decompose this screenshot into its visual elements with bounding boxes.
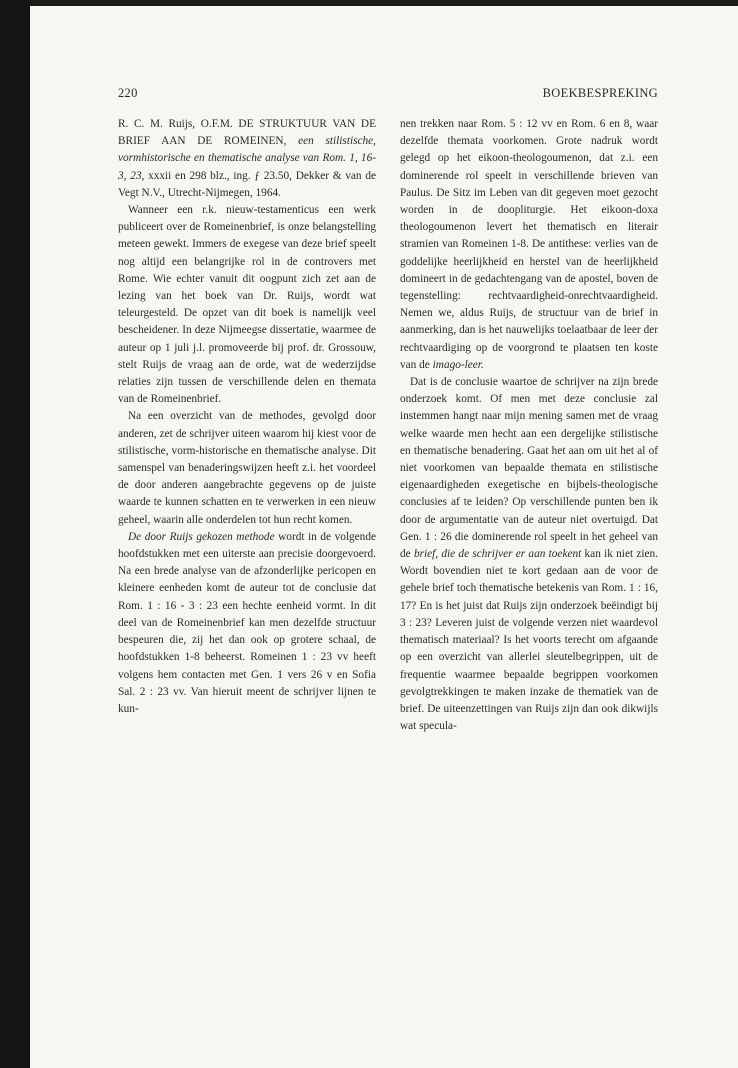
- citation-subtitle: een stilistische, vormhistorische en thematische analyse van Rom. 1, 16-3, 23,: [118, 135, 376, 182]
- paragraph-5-text-b: kan ik niet zien. Wordt bovendien niet te kort gedaan aan de voor de gehele brief toch thematische betekenis van Rom. 1 : 16, 17? En is het juist dat Ruijs zijn onderzoek beëindigt bij 3 : 23? Leveren juist de volgende verzen niet waardevol thematisch materiaal? Is het voorts terecht om afgaande op een overzicht van allerlei sleutelbegrippen, uit de frequentie waarmee bepaalde begrippen voorkomen gevolgtrekkingen te maken inzake de thematiek van de brief. De uiteenzettingen van Ruijs zijn dan ook dikwijls wat specula-: [400, 548, 658, 733]
- paragraph-5: [400, 374, 658, 735]
- citation-pubinfo: xxxii en 298 blz., ing. ƒ 23.50, Dekker & van de Vegt N.V., Utrecht-Nijmegen, 1964.: [118, 169, 376, 199]
- paragraph-4: [400, 116, 658, 374]
- paragraph-3-text: wordt in de volgende hoofdstukken met een uiterste aan precisie doorgevoerd. Na een brede analyse van de afzonderlijke pericopen en kleinere eenheden komt de auteur tot de conclusie dat Rom. 1 : 16 - 3 : 23 een hechte eenheid vormt. In dit deel van de Romeinenbrief kan men dezelfde structuur bespeuren die, zij het dan ook op grotere schaal, de hoofdstukken 1-8 beheerst. Romeinen 1 : 23 vv heeft volgens hem contacten met Gen. 1 vers 26 v en Sofia Sal. 2 : 23 vv. Van hieruit meent de schrijver lijnen te kun-: [118, 530, 376, 715]
- page-number: 220: [118, 86, 138, 100]
- running-title: BOEKBESPREKING: [542, 86, 658, 100]
- running-header: [118, 86, 658, 102]
- right-column: [400, 116, 658, 735]
- review-citation: [118, 116, 376, 202]
- paragraph-3-italic: De door Ruijs gekozen methode: [128, 530, 275, 543]
- paragraph-3: [118, 529, 376, 718]
- scan-border-left: [0, 0, 30, 1068]
- paragraph-5-text-a: Dat is de conclusie waartoe de schrijver na zijn brede onderzoek komt. Of men met deze conclusie zal instemmen hangt naar mijn mening samen met de vraag welke waarde men hecht aan een dergelijke stilistische en thematische benadering. Gaat het aan om uit het al of niet voorkomen van bepaalde themata en stilistische eigenaardigheden exegetische en bijbels-theologische conclusies af te leiden? Op verschillende punten ben ik door de argumentatie van de auteur niet overtuigd. Dat Gen. 1 : 26 die dominerende rol speelt in het geheel van de: [400, 376, 658, 561]
- paragraph-1: Wanneer een r.k. nieuw-testamenticus een werk publiceert over de Romeinenbrief, is onze belangstelling meteen gewekt. Immers de exegese van deze brief speelt nog altijd een belangrijke rol in de controvers met Rome. Wie echter vanuit dit oogpunt zich zet aan de lezing van het boek van Dr. Ruijs, wordt wat teleurgesteld. De opzet van dit boek is namelijk veel bescheidener. In deze Nijmeegse dissertatie, waarmee de auteur op 1 juli j.l. promoveerde bij prof. dr. Grossouw, stelt Ruijs de vraag aan de orde, wat de wederzijdse relaties zijn tussen de verschillende delen en themata van de Romeinenbrief.: [118, 204, 376, 406]
- paragraph-5-italic: brief, die de schrijver er aan toekent: [413, 548, 582, 561]
- left-column: [118, 116, 376, 718]
- paragraph-2: Na een overzicht van de methodes, gevolgd door anderen, zet de schrijver uiteen waarom hij kiest voor de stilistische, vorm-historische en thematische analyse. Dit samenspel van benaderingswijzen heeft z.i. het voordeel de door anderen aangebrachte gegevens op de juiste waarde te kunnen schatten en te verwerken in een nieuw geheel, waarin alle onderdelen tot hun recht komen.: [118, 410, 376, 526]
- paragraph-4-text: nen trekken naar Rom. 5 : 12 vv en Rom. 6 en 8, waar dezelfde themata voorkomen. Grote nadruk wordt gelegd op het eikoon-theologoumenon, dat z.i. een dominerende rol speelt in verschillende brieven van Paulus. De Sitz im Leben van dit gegeven moet gezocht worden in de doopliturgie. Het eikoon-doxa theologoumenon levert het thematisch en literair stramien van Romeinen 1-8. De antithese: verlies van de goddelijke heerlijkheid en herstel van de heerlijkheid domineert in de gedachtengang van de apostel, boven de tegenstelling: rechtvaardigheid-onrechtvaardigheid. Nemen we, aldus Ruijs, de structuur van de brief in aanmerking, dan is het nauwelijks toelaatbaar de leer der rechtvaardiging op de voorgrond te plaatsen ten koste van de: [400, 118, 658, 371]
- paragraph-4-italic: imago-leer.: [432, 358, 484, 371]
- citation-text: R. C. M. Ruijs, O.F.M. DE STRUKTUUR VAN DE BRIEF AAN DE ROMEINEN,: [118, 118, 376, 148]
